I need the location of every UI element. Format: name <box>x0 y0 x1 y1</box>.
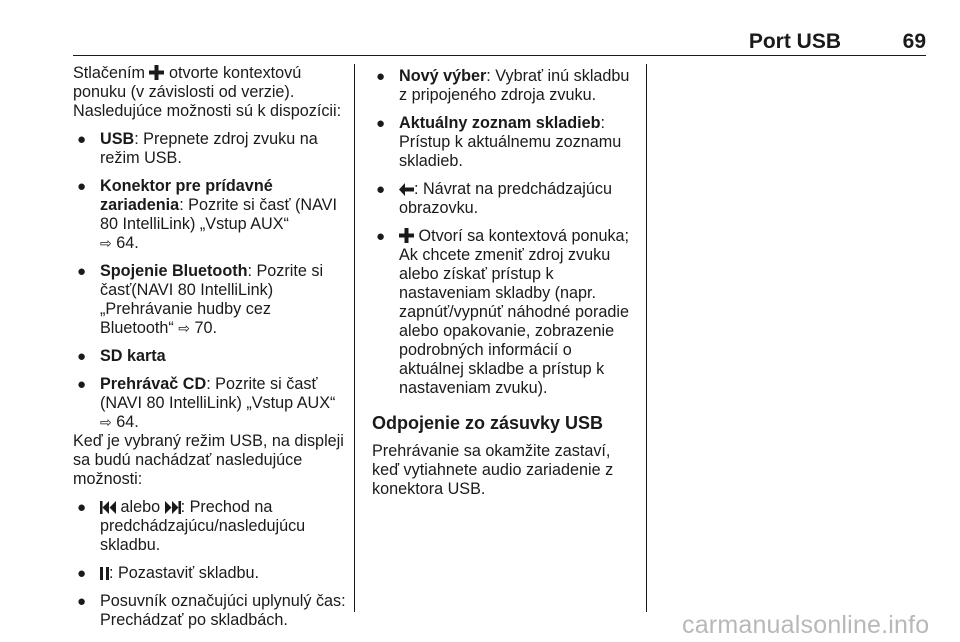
page-header <box>73 24 926 54</box>
bullet-icon: ● <box>77 263 87 280</box>
option-text: : Pozrite si časť (NAVI 80 IntelliLink) „Vstup AUX“ <box>100 196 337 233</box>
option-mid-text: alebo <box>120 498 161 516</box>
page-reference-arrow-icon: ⇨ <box>100 414 112 430</box>
bullet-icon: ● <box>77 178 87 195</box>
list-item-slider <box>73 592 348 630</box>
bullet-icon: ● <box>376 68 386 85</box>
bullet-icon: ● <box>376 115 386 132</box>
page-reference: 64. <box>116 413 139 431</box>
options-list <box>73 130 348 432</box>
page-reference-arrow-icon: ⇨ <box>100 235 112 251</box>
option-text: : Prepnete zdroj zvuku na režim USB. <box>100 130 318 167</box>
list-item-usb <box>73 130 348 168</box>
back-arrow-icon <box>399 183 414 196</box>
header-title: Port USB <box>748 30 841 53</box>
option-text: : Pozrite si časť(NAVI 80 IntelliLink) „Prehrávanie hudby cez Bluetooth“ <box>100 262 324 337</box>
header-rule <box>73 55 926 56</box>
list-item-new-selection <box>372 67 636 105</box>
bullet-icon: ● <box>77 348 87 365</box>
list-item-context-menu <box>372 227 636 398</box>
option-text: : Pozastaviť skladbu. <box>109 564 260 582</box>
options-list-continued <box>372 67 636 398</box>
column-1 <box>73 64 348 630</box>
list-item-pause <box>73 564 348 583</box>
bullet-icon: ● <box>77 131 87 148</box>
plus-icon <box>149 65 164 80</box>
next-track-icon <box>165 501 181 514</box>
intro-paragraph <box>73 64 348 121</box>
option-label: Nový výber <box>399 67 487 85</box>
previous-track-icon <box>100 501 116 514</box>
bullet-icon: ● <box>77 376 87 393</box>
option-label: Spojenie Bluetooth <box>100 262 248 280</box>
option-text: : Pozrite si časť (NAVI 80 IntelliLink) „Vstup AUX“ <box>100 375 336 412</box>
list-item-back <box>372 180 636 218</box>
usb-options-list <box>73 498 348 630</box>
bullet-icon: ● <box>376 228 386 245</box>
list-item-cd <box>73 375 348 432</box>
option-text: Otvorí sa kontextová ponuka; Ak chcete zmeniť zdroj zvuku alebo získať prístup k nastaveniam skladby (napr. zapnúť/vypnúť náhodné poradie alebo opakovanie, zobrazenie podrobných informácií o aktuálnej skladbe a prístup k nastaveniam zvuku). <box>399 227 630 397</box>
list-item-sd-card <box>73 347 348 366</box>
section-paragraph: Prehrávanie sa okamžite zastaví, keď vytiahnete audio zariadenie z konektora USB. <box>372 442 614 498</box>
page-reference: 64. <box>116 234 139 252</box>
plus-icon <box>399 228 414 243</box>
option-text: : Prechod na predchádzajúcu/nasledujúcu skladbu. <box>100 498 306 554</box>
column-divider-right <box>646 64 647 612</box>
list-item-current-playlist <box>372 114 636 171</box>
list-item-aux <box>73 177 348 253</box>
option-label: Prehrávač CD <box>100 375 207 393</box>
bullet-icon: ● <box>376 181 386 198</box>
pause-icon <box>100 567 109 580</box>
option-text: : Návrat na predchádzajúcu obrazovku. <box>399 180 612 217</box>
watermark: carmanualsonline.info <box>682 611 930 639</box>
section-heading: Odpojenie zo zásuvky USB <box>372 413 604 433</box>
bullet-icon: ● <box>77 565 87 582</box>
list-item-bluetooth <box>73 262 348 338</box>
column-2 <box>372 64 636 499</box>
option-label: SD karta <box>100 347 166 365</box>
intro-text-a: Stlačením <box>73 64 145 82</box>
option-label: Konektor pre prídavné zariadenia <box>100 177 273 214</box>
option-text: : Vybrať inú skladbu z pripojeného zdroja zvuku. <box>399 67 630 104</box>
intro-text-b: otvorte kontextovú ponuku (v závislosti od verzie). Nasledujúce možnosti sú k dispozícii: <box>73 64 342 120</box>
column-divider-left <box>354 64 355 612</box>
bullet-icon: ● <box>77 499 87 516</box>
usb-mode-paragraph: Keď je vybraný režim USB, na displeji sa budú nachádzať nasledujúce možnosti: <box>73 432 344 488</box>
option-label: USB <box>100 130 135 148</box>
option-text: Posuvník označujúci uplynulý čas: Prechádzať po skladbách. <box>100 592 346 629</box>
page-reference: 70. <box>194 319 218 337</box>
option-label: Aktuálny zoznam skladieb <box>399 114 601 132</box>
page-number: 69 <box>902 30 926 53</box>
list-item-track-nav <box>73 498 348 555</box>
option-text: : Prístup k aktuálnemu zoznamu skladieb. <box>399 114 622 170</box>
bullet-icon: ● <box>77 593 87 610</box>
page-reference-arrow-icon: ⇨ <box>178 320 191 336</box>
